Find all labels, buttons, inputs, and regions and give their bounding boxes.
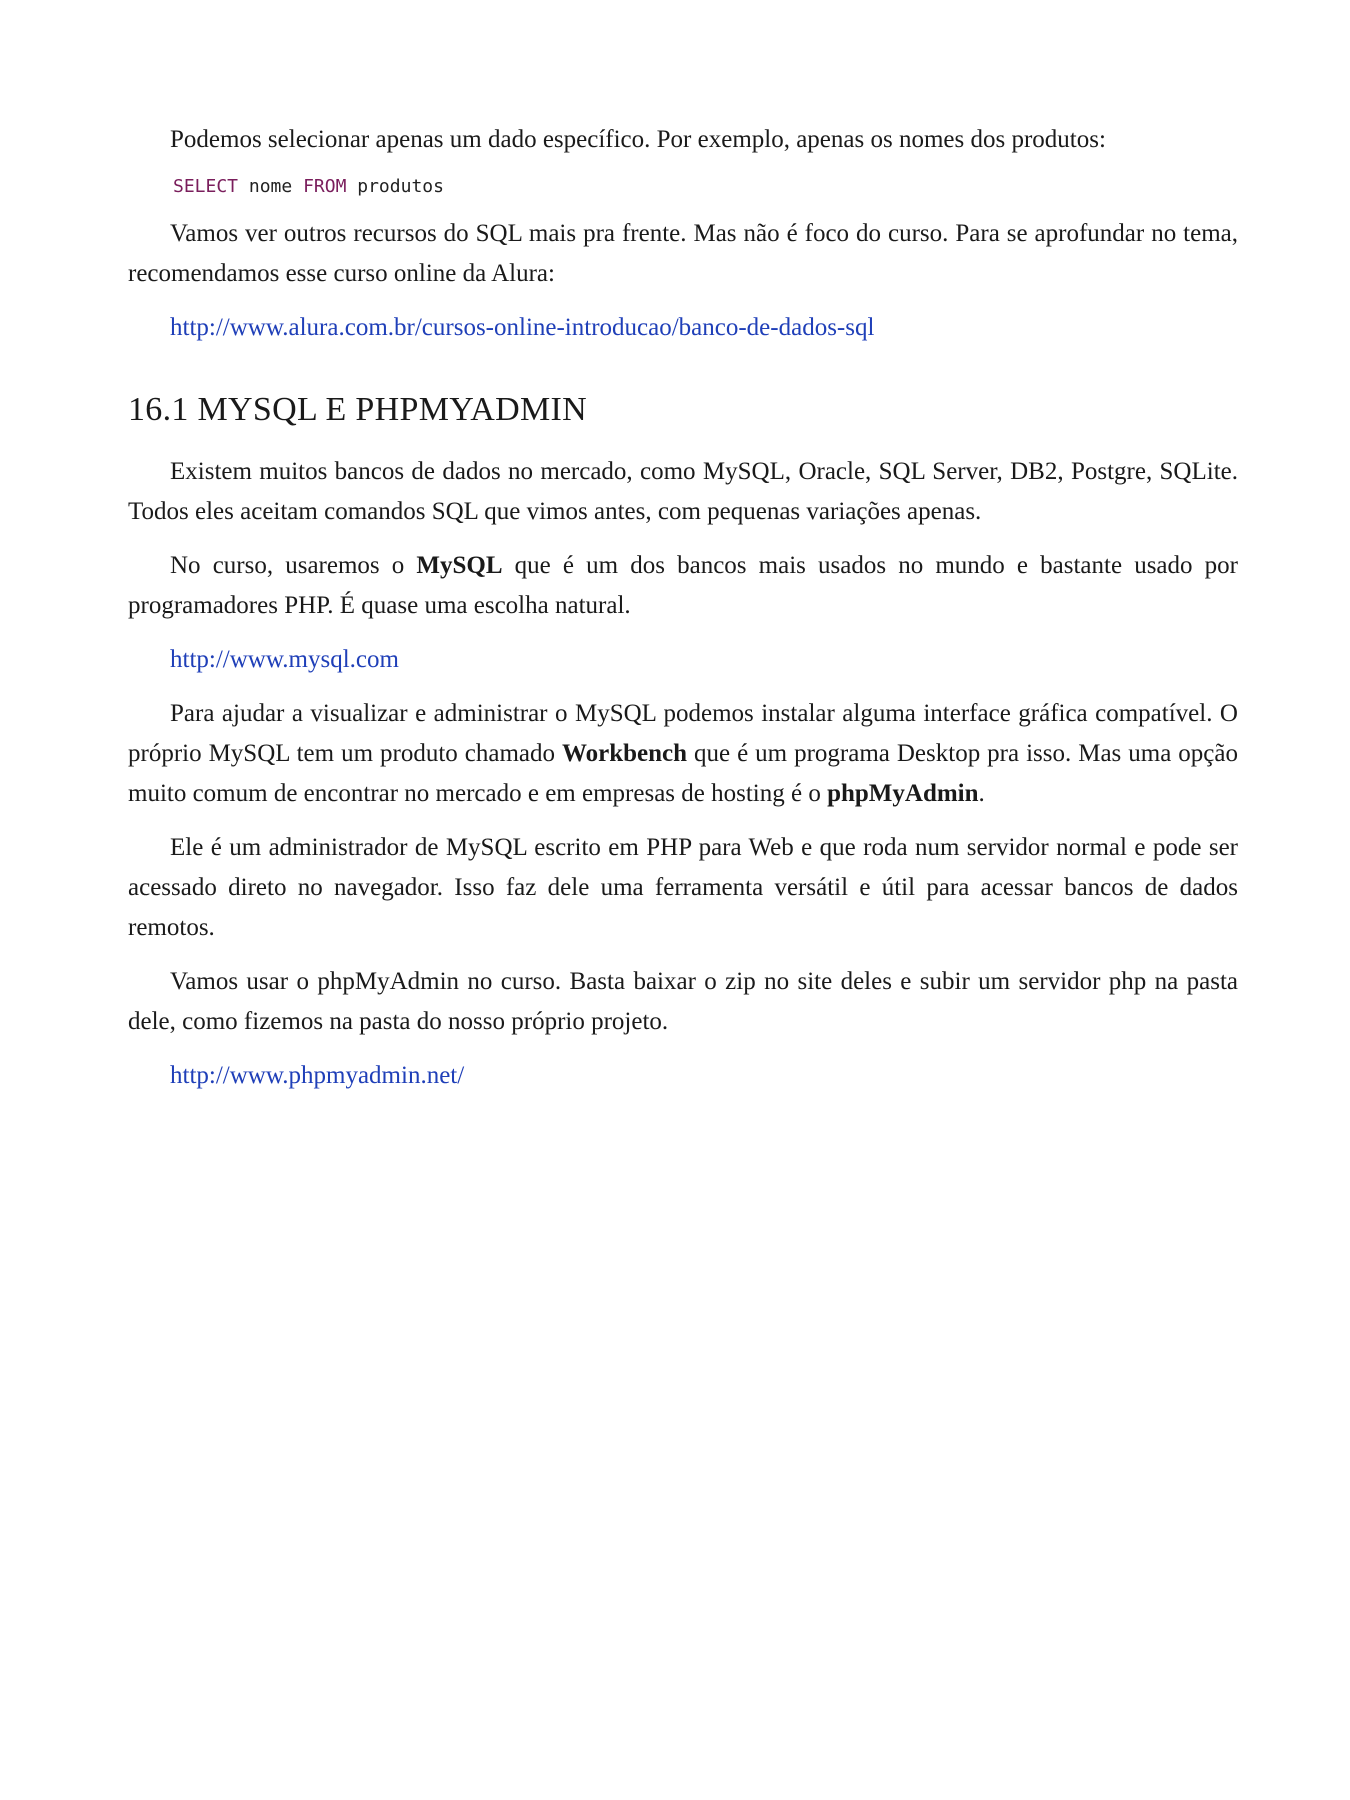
document-page [128,120,1238,1096]
sql-text-nome: nome [238,176,304,197]
paragraph-phpmyadmin-usage: Vamos usar o phpMyAdmin no curso. Basta baixar o zip no site deles e subir um servidor php na pasta dele, como fizemos na pasta do nosso próprio projeto. [128,968,1238,1035]
workbench-bold: Workbench [561,740,688,767]
link-line-mysql [128,640,1238,680]
sql-text-produtos: produtos [346,176,444,197]
sql-keyword-from: FROM [303,176,347,197]
paragraph-sql-resources: Vamos ver outros recursos do SQL mais pra frente. Mas não é foco do curso. Para se aprofundar no tema, recomendamos esse curso online da Alura: [128,220,1238,287]
paragraph-databases: Existem muitos bancos de dados no mercado, como MySQL, Oracle, SQL Server, DB2, Postgre, SQLite. Todos eles aceitam comandos SQL que vimos antes, com pequenas variações apenas. [128,458,1238,525]
link-line-alura [128,308,1238,348]
mysql-choice-text-b: que é um dos bancos mais usados no mundo e bastante usado por programadores PHP. É quase uma escolha natural. [128,552,1238,619]
gui-tools-text-b: que é um programa Desktop pra isso. Mas uma opção muito comum de encontrar no mercado e em empresas de hosting é o [128,740,1238,807]
link-line-phpmyadmin [128,1056,1238,1096]
link-mysql[interactable]: http://www.mysql.com [170,646,399,673]
code-block [128,174,1238,200]
sql-keyword-select: SELECT [173,176,239,197]
mysql-choice-text-a: No curso, usaremos o [170,552,417,579]
section-title: 16.1 MYSQL E PHPMYADMIN [128,391,588,428]
phpmyadmin-bold: phpMyAdmin [827,780,979,807]
mysql-bold: MySQL [416,552,503,579]
paragraph-mysql-choice [128,546,1238,626]
link-phpmyadmin[interactable]: http://www.phpmyadmin.net/ [170,1062,465,1089]
gui-tools-text-a: Para ajudar a visualizar e administrar o MySQL podemos instalar alguma interface gráfica compatível. O próprio MySQL tem um produto chamado [128,700,1238,767]
link-alura[interactable]: http://www.alura.com.br/cursos-online-introducao/banco-de-dados-sql [170,314,875,341]
gui-tools-text-c: . [978,780,985,807]
paragraph-intro: Podemos selecionar apenas um dado específico. Por exemplo, apenas os nomes dos produtos: [170,126,1106,153]
paragraph-gui-tools [128,694,1238,814]
paragraph-phpmyadmin-about: Ele é um administrador de MySQL escrito em PHP para Web e que roda num servidor normal e pode ser acessado direto no navegador. Isso faz dele uma ferramenta versátil e útil para acessar bancos de dados remotos. [128,834,1238,941]
